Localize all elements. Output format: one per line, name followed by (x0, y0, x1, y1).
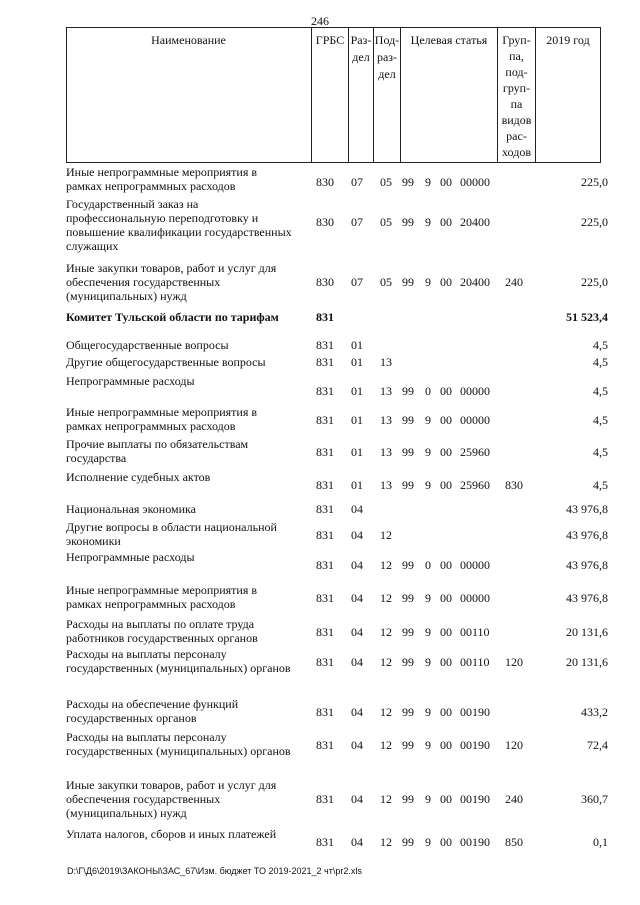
row-razdel: 01 (351, 478, 363, 492)
row-target-subprogram: 9 (425, 625, 431, 639)
row-name: Уплата налогов, сборов и иных платежей (66, 827, 277, 841)
row-grbs: 831 (316, 528, 334, 542)
row-amount: 4,5 (593, 338, 608, 352)
row-razdel: 01 (351, 384, 363, 398)
row-name: Общегосударственные вопросы (66, 338, 229, 352)
row-podrazdel: 13 (380, 355, 392, 369)
row-target-subprogram: 9 (425, 275, 431, 289)
header-podrazdel: Под- раз- дел (374, 33, 400, 81)
row-target-direction: 00 (440, 384, 452, 398)
row-grbs: 831 (316, 310, 334, 324)
row-target-subprogram: 0 (425, 384, 431, 398)
row-name: Расходы на обеспечение функций государственных органов (66, 697, 239, 725)
row-target-direction: 00 (440, 655, 452, 669)
row-amount: 4,5 (593, 478, 608, 492)
row-podrazdel: 05 (380, 215, 392, 229)
row-target-program: 99 (402, 413, 414, 427)
row-name: Расходы на выплаты персоналу государственных (муниципальных) органов (66, 730, 291, 758)
row-target-program: 99 (402, 215, 414, 229)
row-name: Другие общегосударственные вопросы (66, 355, 266, 369)
row-target-subprogram: 9 (425, 738, 431, 752)
row-razdel: 04 (351, 591, 363, 605)
row-amount: 433,2 (581, 705, 608, 719)
row-target-subprogram: 9 (425, 591, 431, 605)
row-podrazdel: 12 (380, 528, 392, 542)
row-grbs: 831 (316, 413, 334, 427)
row-grbs: 830 (316, 175, 334, 189)
header-name: Наименование (151, 33, 226, 47)
row-grbs: 831 (316, 705, 334, 719)
page-number: 246 (311, 14, 329, 28)
row-target-program: 99 (402, 558, 414, 572)
row-target-direction: 00 (440, 175, 452, 189)
row-target-code: 00000 (460, 413, 490, 427)
header-target: Целевая статья (410, 33, 488, 47)
row-expense-type: 830 (505, 478, 523, 492)
row-amount: 4,5 (593, 413, 608, 427)
row-target-code: 00000 (460, 175, 490, 189)
row-amount: 43 976,8 (566, 528, 608, 542)
row-grbs: 831 (316, 835, 334, 849)
row-grbs: 831 (316, 445, 334, 459)
row-target-subprogram: 9 (425, 655, 431, 669)
header-year: 2019 год (546, 33, 590, 47)
row-target-code: 20400 (460, 215, 490, 229)
row-name: Непрограммные расходы (66, 374, 195, 388)
row-amount: 43 976,8 (566, 502, 608, 516)
row-target-code: 20400 (460, 275, 490, 289)
row-grbs: 830 (316, 275, 334, 289)
row-target-direction: 00 (440, 705, 452, 719)
header-razdel: Раз- дел (350, 33, 372, 64)
row-target-program: 99 (402, 835, 414, 849)
row-target-code: 00190 (460, 738, 490, 752)
row-target-direction: 00 (440, 478, 452, 492)
row-razdel: 01 (351, 355, 363, 369)
row-podrazdel: 13 (380, 445, 392, 459)
row-name: Другие вопросы в области национальной экономики (66, 520, 277, 548)
row-target-subprogram: 9 (425, 215, 431, 229)
row-target-program: 99 (402, 478, 414, 492)
row-amount: 225,0 (581, 275, 608, 289)
row-grbs: 831 (316, 558, 334, 572)
row-target-direction: 00 (440, 275, 452, 289)
row-target-program: 99 (402, 275, 414, 289)
row-name: Расходы на выплаты по оплате труда работников государственных органов (66, 617, 258, 645)
file-path-footer: D:\Г\Д6\2019\ЗАКОНЫ\ЗАС_67\Изм. бюджет ТО 2019-2021_2 чт\pr2.xls (67, 866, 362, 876)
table-header (66, 27, 601, 163)
row-podrazdel: 12 (380, 738, 392, 752)
row-target-subprogram: 9 (425, 445, 431, 459)
row-grbs: 831 (316, 338, 334, 352)
row-amount: 20 131,6 (566, 625, 608, 639)
row-target-subprogram: 9 (425, 792, 431, 806)
row-target-subprogram: 9 (425, 478, 431, 492)
row-podrazdel: 12 (380, 835, 392, 849)
row-podrazdel: 12 (380, 591, 392, 605)
row-name: Государственный заказ на профессиональную переподготовку и повышение квалификации государственных служащих (66, 197, 292, 253)
row-grbs: 831 (316, 625, 334, 639)
row-target-direction: 00 (440, 215, 452, 229)
row-target-subprogram: 9 (425, 413, 431, 427)
row-amount: 20 131,6 (566, 655, 608, 669)
row-amount: 225,0 (581, 215, 608, 229)
row-amount: 225,0 (581, 175, 608, 189)
row-grbs: 831 (316, 738, 334, 752)
row-razdel: 04 (351, 738, 363, 752)
row-podrazdel: 12 (380, 705, 392, 719)
row-amount: 4,5 (593, 384, 608, 398)
row-grbs: 831 (316, 502, 334, 516)
row-target-code: 25960 (460, 445, 490, 459)
row-grbs: 831 (316, 591, 334, 605)
row-podrazdel: 12 (380, 625, 392, 639)
row-podrazdel: 13 (380, 478, 392, 492)
row-podrazdel: 12 (380, 655, 392, 669)
row-amount: 43 976,8 (566, 558, 608, 572)
row-target-direction: 00 (440, 413, 452, 427)
row-amount: 4,5 (593, 445, 608, 459)
row-razdel: 01 (351, 445, 363, 459)
row-target-direction: 00 (440, 738, 452, 752)
row-target-subprogram: 9 (425, 705, 431, 719)
row-amount: 43 976,8 (566, 591, 608, 605)
row-razdel: 04 (351, 502, 363, 516)
row-target-subprogram: 9 (425, 175, 431, 189)
row-name: Расходы на выплаты персоналу государственных (муниципальных) органов (66, 647, 291, 675)
row-target-program: 99 (402, 175, 414, 189)
row-razdel: 01 (351, 413, 363, 427)
row-target-code: 00110 (460, 625, 490, 639)
row-name: Иные закупки товаров, работ и услуг для обеспечения государственных (муниципальных) нужд (66, 778, 277, 820)
row-razdel: 04 (351, 558, 363, 572)
row-target-direction: 00 (440, 558, 452, 572)
row-target-code: 25960 (460, 478, 490, 492)
row-expense-type: 240 (505, 792, 523, 806)
row-amount: 72,4 (587, 738, 608, 752)
row-target-direction: 00 (440, 835, 452, 849)
row-target-subprogram: 9 (425, 835, 431, 849)
row-amount: 360,7 (581, 792, 608, 806)
row-razdel: 07 (351, 175, 363, 189)
row-grbs: 831 (316, 792, 334, 806)
row-razdel: 01 (351, 338, 363, 352)
row-grbs: 830 (316, 215, 334, 229)
row-expense-type: 120 (505, 738, 523, 752)
row-expense-type: 850 (505, 835, 523, 849)
row-podrazdel: 05 (380, 275, 392, 289)
row-target-code: 00110 (460, 655, 490, 669)
row-target-code: 00000 (460, 591, 490, 605)
row-name: Иные закупки товаров, работ и услуг для обеспечения государственных (муниципальных) нужд (66, 261, 277, 303)
row-name: Исполнение судебных актов (66, 470, 211, 484)
row-name: Иные непрограммные мероприятия в рамках непрограммных расходов (66, 165, 258, 193)
row-razdel: 04 (351, 835, 363, 849)
row-name: Национальная экономика (66, 502, 196, 516)
row-target-program: 99 (402, 655, 414, 669)
row-name: Непрограммные расходы (66, 550, 195, 564)
row-target-program: 99 (402, 705, 414, 719)
header-grbs: ГРБС (315, 33, 345, 47)
row-target-program: 99 (402, 445, 414, 459)
row-grbs: 831 (316, 384, 334, 398)
row-razdel: 04 (351, 655, 363, 669)
row-target-program: 99 (402, 625, 414, 639)
row-name: Комитет Тульской области по тарифам (66, 310, 279, 324)
row-expense-type: 240 (505, 275, 523, 289)
row-target-direction: 00 (440, 625, 452, 639)
row-amount: 0,1 (593, 835, 608, 849)
row-podrazdel: 12 (380, 792, 392, 806)
row-razdel: 07 (351, 275, 363, 289)
row-target-direction: 00 (440, 445, 452, 459)
row-podrazdel: 13 (380, 384, 392, 398)
row-target-program: 99 (402, 591, 414, 605)
row-grbs: 831 (316, 478, 334, 492)
row-razdel: 04 (351, 705, 363, 719)
row-razdel: 04 (351, 528, 363, 542)
row-razdel: 04 (351, 625, 363, 639)
row-target-code: 00000 (460, 384, 490, 398)
row-target-subprogram: 0 (425, 558, 431, 572)
row-target-direction: 00 (440, 591, 452, 605)
row-podrazdel: 13 (380, 413, 392, 427)
row-target-code: 00190 (460, 792, 490, 806)
row-expense-type: 120 (505, 655, 523, 669)
row-target-program: 99 (402, 738, 414, 752)
row-target-program: 99 (402, 384, 414, 398)
header-vr: Груп- па, под- груп- па видов рас- ходов (501, 33, 532, 159)
row-target-code: 00190 (460, 835, 490, 849)
row-target-code: 00190 (460, 705, 490, 719)
row-razdel: 04 (351, 792, 363, 806)
row-name: Прочие выплаты по обязательствам государства (66, 437, 249, 465)
row-name: Иные непрограммные мероприятия в рамках непрограммных расходов (66, 405, 258, 433)
row-target-program: 99 (402, 792, 414, 806)
row-amount: 51 523,4 (566, 310, 608, 324)
row-amount: 4,5 (593, 355, 608, 369)
row-razdel: 07 (351, 215, 363, 229)
row-podrazdel: 05 (380, 175, 392, 189)
row-target-direction: 00 (440, 792, 452, 806)
row-grbs: 831 (316, 355, 334, 369)
row-podrazdel: 12 (380, 558, 392, 572)
row-target-code: 00000 (460, 558, 490, 572)
row-grbs: 831 (316, 655, 334, 669)
row-name: Иные непрограммные мероприятия в рамках непрограммных расходов (66, 583, 258, 611)
